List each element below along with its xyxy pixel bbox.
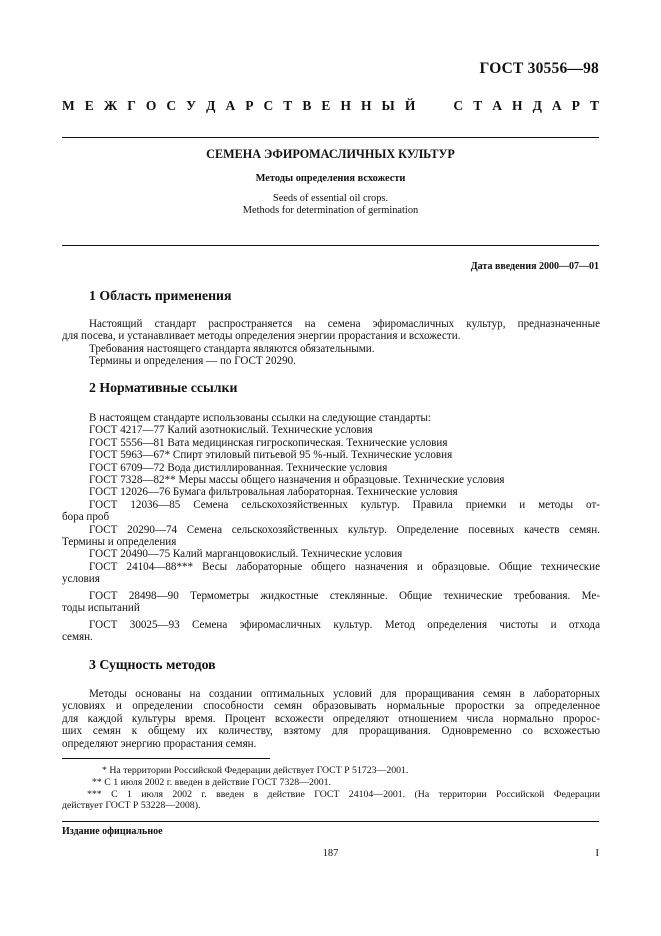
- section3-line: определяют энергию прорастания семян.: [62, 737, 257, 750]
- banner-letter: В: [302, 98, 312, 113]
- banner-letter: С: [453, 98, 464, 113]
- ref-20490: ГОСТ 20490—75 Калий марганцовокислый. Технические условия: [89, 548, 403, 561]
- banner-letter: Н: [512, 98, 523, 113]
- footer-rule: [62, 821, 599, 822]
- section3-line: ших семян к общему их количеству, взятому для проращивания. Одновременно со всхожестью: [62, 725, 600, 738]
- banner-letter: Т: [589, 98, 599, 113]
- ref-12036-line1: ГОСТ 12036—85 Семена сельскохозяйственных культур. Правила приемки и методы от-: [89, 498, 600, 511]
- banner-letter: О: [145, 98, 157, 113]
- ref-12036-line2: бора проб: [62, 511, 110, 524]
- banner-letter: Г: [127, 98, 136, 113]
- standard-type-banner: [62, 98, 599, 114]
- banner-gap: [425, 98, 443, 114]
- banner-letter: Т: [283, 98, 293, 113]
- document-subtitle: Методы определения всхожести: [255, 173, 406, 184]
- title-rule: [62, 245, 599, 246]
- banner-letter: М: [62, 98, 75, 113]
- reference-item: ГОСТ 7328—82** Меры массы общего назначения и образцовые. Технические условия: [89, 474, 505, 487]
- footnote-3-line1: *** С 1 июля 2002 г. введен в действие ГОСТ 24104—2001. (На территории Российской Федерации: [87, 788, 600, 800]
- english-title: [62, 193, 599, 217]
- banner-letter: Д: [206, 98, 216, 113]
- section1-p2: Требования настоящего стандарта являются обязательными.: [89, 342, 375, 355]
- reference-item: ГОСТ 12026—76 Бумага фильтровальная лабораторная. Технические условия: [89, 486, 458, 499]
- ref-30025-line1: ГОСТ 30025—93 Семена эфиромасличных культур. Метод определения чистоты и отхода: [89, 618, 600, 631]
- reference-item: ГОСТ 5963—67* Спирт этиловый питьевой 95 %-ный. Технические условия: [89, 449, 453, 462]
- banner-letter: У: [186, 98, 197, 113]
- banner-letter: Н: [360, 98, 372, 113]
- banner-letter: Н: [340, 98, 351, 113]
- footnote-1: * На территории Российской Федерации действует ГОСТ Р 51723—2001.: [102, 765, 409, 776]
- edition-label: Издание официальное: [62, 826, 163, 837]
- banner-letter: А: [551, 98, 562, 113]
- section2-heading: 2 Нормативные ссылки: [89, 380, 238, 395]
- ref-28498-line2: тоды испытаний: [62, 602, 140, 615]
- footnote-rule: [62, 758, 270, 759]
- section2-body: [62, 412, 600, 643]
- section1-p1-line1: Настоящий стандарт распространяется на семена эфиромасличных культур, предназначенные: [89, 318, 600, 330]
- ref-20290-line2: Термины и определения: [62, 536, 177, 549]
- section3-heading: 3 Сущность методов: [89, 657, 216, 672]
- section2-intro: В настоящем стандарте использованы ссылки на следующие стандарты:: [89, 412, 432, 424]
- section3-body: [62, 688, 600, 750]
- english-title-line1: Seeds of essential oil crops.: [272, 193, 389, 204]
- ref-24104-line1: ГОСТ 24104—88*** Весы лабораторные общего назначения и образцовые. Общие технические: [89, 560, 600, 573]
- banner-letter: Т: [473, 98, 483, 113]
- page-number: 187: [322, 848, 339, 859]
- intro-date: Дата введения 2000—07—01: [470, 261, 599, 272]
- banner-letter: Р: [571, 98, 580, 113]
- section1-body: [62, 318, 600, 368]
- banner-letter: Ы: [381, 98, 395, 113]
- banner-letter: А: [492, 98, 502, 113]
- footnotes: [62, 765, 600, 812]
- ref-28498-line1: ГОСТ 28498—90 Термометры жидкостные стеклянные. Общие технические требования. Ме-: [89, 589, 600, 602]
- banner-letter: Е: [321, 98, 331, 113]
- standard-code: ГОСТ 30556—98: [479, 60, 599, 77]
- footnote-3-line2: действует ГОСТ Р 53228—2008).: [62, 800, 201, 812]
- banner-letter: Д: [532, 98, 542, 113]
- banner-letter: С: [263, 98, 274, 113]
- section1-p1-line2: для посева, и устанавливает методы определения энергии прорастания и всхожести.: [62, 330, 461, 343]
- banner-letter: Й: [404, 98, 416, 113]
- ref-30025-line2: семян.: [62, 630, 93, 643]
- references-list: [62, 424, 600, 498]
- banner-letter: С: [166, 98, 177, 113]
- section1-p3: Термины и определения — по ГОСТ 20290.: [89, 355, 296, 368]
- top-rule: [62, 137, 599, 138]
- banner-letter: Р: [245, 98, 254, 113]
- roman-numeral: I: [595, 848, 599, 859]
- section3-line: условиях и определении способности семян образовывать нормальные проростки за определенное: [62, 700, 600, 713]
- ref-20290-line1: ГОСТ 20290—74 Семена сельскохозяйственных культур. Определение посевных качеств семян.: [89, 523, 600, 536]
- reference-item: ГОСТ 6709—72 Вода дистиллированная. Технические условия: [89, 461, 388, 474]
- footnote-2: ** С 1 июля 2002 г. введен в действие ГОСТ 7328—2001.: [92, 776, 331, 788]
- banner-letter: Е: [84, 98, 94, 113]
- document-title: СЕМЕНА ЭФИРОМАСЛИЧНЫХ КУЛЬТУР: [206, 147, 455, 161]
- section3-line: Методы основаны на создании оптимальных условий для проращивания семян в лабораторных: [89, 688, 600, 700]
- reference-item: ГОСТ 5556—81 Вата медицинская гигроскопическая. Технические условия: [89, 436, 448, 449]
- section1-heading: 1 Область применения: [89, 288, 232, 303]
- section3-line: для каждой культуры время. Процент всхожести определяют отношением числа нормально пророс-: [62, 712, 600, 725]
- ref-24104-line2: условия: [62, 573, 100, 586]
- banner-letter: Ж: [103, 98, 118, 113]
- reference-item: ГОСТ 4217—77 Калий азотнокислый. Технические условия: [89, 424, 373, 437]
- english-title-line2: Methods for determination of germination: [242, 205, 419, 216]
- banner-letter: А: [225, 98, 236, 113]
